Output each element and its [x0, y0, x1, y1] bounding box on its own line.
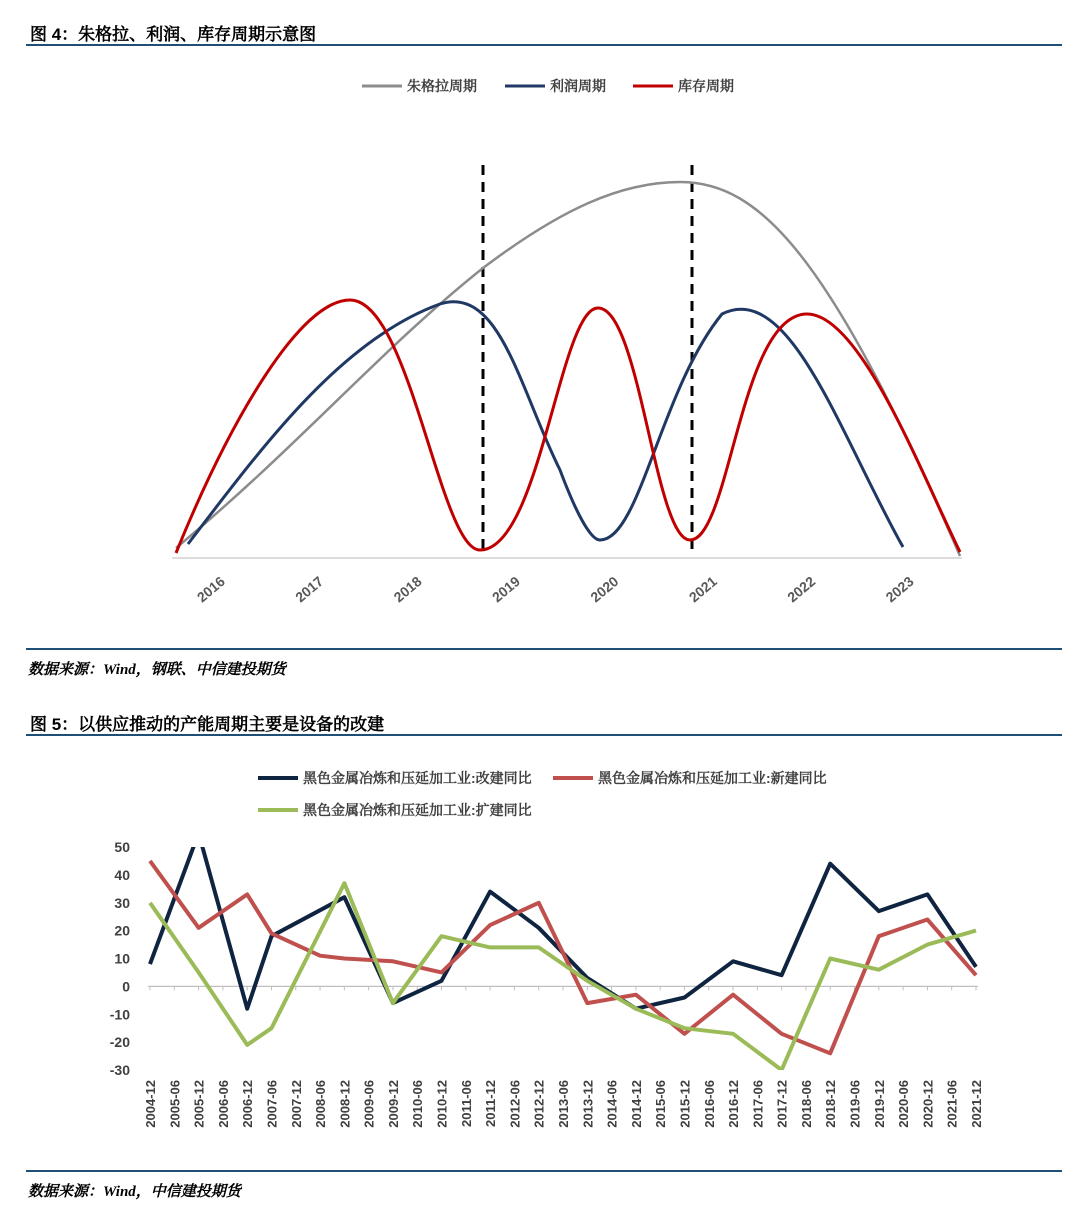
x-tick-label: 2021-12	[969, 1080, 984, 1128]
y-tick-label: 10	[114, 950, 130, 967]
x-tick-label: 2009-06	[361, 1080, 377, 1128]
y-tick-label: 20	[114, 922, 130, 939]
x-tick-label: 2010-12	[434, 1080, 450, 1128]
x-tick-label: 2012-06	[507, 1080, 523, 1128]
y-tick-label: 50	[114, 839, 130, 855]
x-tick-label: 2018-12	[823, 1080, 839, 1128]
legend-label-new: 黑色金属冶炼和压延加工业:新建同比	[598, 770, 827, 786]
x-tick-label: 2015-12	[677, 1080, 693, 1128]
y-tick-label: 0	[122, 978, 130, 995]
y-tick-label: -10	[109, 1006, 130, 1023]
x-tick-label: 2015-06	[653, 1080, 669, 1128]
legend-label-profit: 利润周期	[550, 78, 606, 94]
x-tick-label: 2017	[292, 573, 327, 606]
x-tick-label: 2007-12	[288, 1080, 304, 1128]
x-tick-label: 2014-06	[604, 1080, 620, 1128]
y-tick-label: 40	[114, 866, 130, 883]
x-tick-label: 2006-12	[240, 1080, 256, 1128]
x-tick-label: 2019-06	[847, 1080, 863, 1128]
figure5-title: 图 5：以供应推动的产能周期主要是设备的改建	[30, 715, 385, 734]
figure4-x-tick-labels	[194, 573, 917, 605]
x-tick-label: 2006-06	[215, 1080, 231, 1128]
x-tick-label: 2021	[685, 573, 720, 606]
figure5-chart	[0, 740, 1080, 1170]
figure5-legend	[258, 770, 827, 818]
legend-label-juglar: 朱格拉周期	[407, 78, 477, 94]
figure4-title: 图 4：朱格拉、利润、库存周期示意图	[30, 25, 317, 44]
series-line-0	[150, 833, 976, 1009]
figure5-source: 数据来源：Wind，中信建投期货	[28, 1184, 241, 1200]
y-tick-label: 30	[114, 894, 130, 911]
x-tick-label: 2018	[390, 573, 425, 606]
x-tick-label: 2013-06	[556, 1080, 571, 1128]
x-tick-label: 2009-12	[385, 1080, 401, 1128]
x-tick-label: 2016-12	[726, 1080, 742, 1128]
x-tick-label: 2020	[587, 573, 622, 606]
x-tick-label: 2016-06	[701, 1080, 717, 1128]
figure4-source: 数据来源：Wind，钢联、中信建投期货	[28, 662, 286, 678]
legend-label-inventory: 库存周期	[678, 78, 734, 94]
figure4-top-rule	[26, 44, 1062, 46]
figure5-top-rule	[26, 734, 1062, 736]
figure5-bottom-rule	[26, 1170, 1062, 1172]
x-tick-label: 2019-12	[871, 1080, 887, 1128]
x-tick-label: 2016	[193, 573, 228, 606]
x-tick-label: 2007-06	[264, 1080, 280, 1128]
x-tick-label: 2008-06	[313, 1080, 329, 1128]
x-tick-label: 2017-06	[750, 1080, 766, 1128]
x-tick-label: 2023	[882, 573, 917, 606]
x-tick-label: 2013-12	[580, 1080, 596, 1128]
legend-label-rebuild: 黑色金属冶炼和压延加工业:改建同比	[303, 770, 532, 786]
x-tick-label: 2019	[488, 573, 524, 606]
figure4-chart	[0, 50, 1080, 650]
x-tick-label: 2014-12	[628, 1080, 644, 1128]
figure5-series	[150, 833, 976, 1070]
x-tick-label: 2012-12	[531, 1080, 547, 1128]
x-tick-label: 2017-12	[774, 1080, 790, 1128]
x-tick-label: 2018-06	[798, 1080, 814, 1128]
x-tick-label: 2020-12	[920, 1080, 936, 1128]
x-tick-label: 2004-12	[143, 1080, 158, 1128]
y-tick-label: -20	[109, 1034, 130, 1051]
x-tick-label: 2022	[784, 573, 819, 606]
series-juglar-line	[176, 182, 960, 556]
legend-label-expand: 黑色金属冶炼和压延加工业:扩建同比	[303, 802, 532, 818]
x-tick-label: 2008-12	[337, 1080, 353, 1128]
series-line-2	[150, 883, 976, 1070]
series-profit-line	[188, 302, 903, 547]
x-tick-label: 2011-06	[458, 1080, 474, 1127]
figure4-legend	[362, 78, 734, 94]
x-tick-label: 2010-06	[410, 1080, 426, 1128]
y-tick-label: -30	[109, 1062, 130, 1078]
x-tick-label: 2021-06	[944, 1080, 960, 1128]
x-tick-label: 2005-06	[167, 1080, 183, 1128]
x-tick-label: 2020-06	[896, 1080, 912, 1128]
x-tick-label: 2005-12	[191, 1080, 207, 1128]
figure4-bottom-rule	[26, 648, 1062, 650]
x-tick-label: 2011-12	[483, 1080, 499, 1127]
